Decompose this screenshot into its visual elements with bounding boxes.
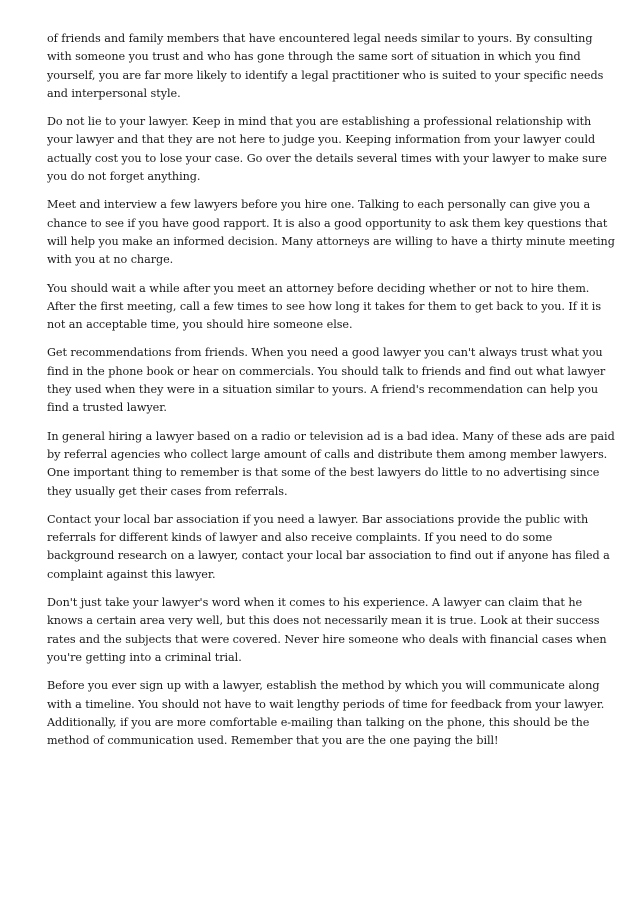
text-line: chance to see if you have good rapport. It is also a good opportunity to ask them key questions that [47,216,608,230]
text-line: Get recommendations from friends. When you need a good lawyer you can't always trust what you [47,346,603,360]
paragraph [47,428,615,501]
paragraph [47,594,607,667]
text-line: complaint against this lawyer. [47,567,216,581]
paragraph [47,280,602,335]
text-line: you're getting into a criminal trial. [47,650,242,664]
text-line: After the first meeting, call a few times to see how long it takes for them to get back to you. If it is [47,299,602,313]
text-line: they used when they were in a situation similar to yours. A friend's recommendation can help you [47,383,599,397]
text-line: by referral agencies who collect large amount of calls and distribute them among member lawyers. [47,447,608,461]
text-line: yourself, you are far more likely to identify a legal practitioner who is suited to your specific needs [47,68,604,82]
text-line: Meet and interview a few lawyers before you hire one. Talking to each personally can give you a [47,198,591,212]
text-line: method of communication used. Remember that you are the one paying the bill! [47,734,499,748]
text-line: with you at no charge. [47,253,174,267]
text-line: your lawyer and that they are not here to judge you. Keeping information from your lawyer could [47,133,596,147]
paragraph [47,344,606,417]
text-line: actually cost you to lose your case. Go over the details several times with your lawyer to make sure [47,151,607,165]
paragraph [47,511,610,584]
text-line: rates and the subjects that were covered. Never hire someone who deals with financial cases when [47,632,607,646]
text-line: you do not forget anything. [47,170,201,184]
text-line: Contact your local bar association if you need a lawyer. Bar associations provide the public with [47,512,589,526]
text-line: Before you ever sign up with a lawyer, establish the method by which you will communicate along [47,679,600,693]
paragraph [47,113,607,186]
text-line: In general hiring a lawyer based on a radio or television ad is a bad idea. Many of these ads are paid [47,429,615,443]
text-line: they usually get their cases from referrals. [47,484,288,498]
text-line: Do not lie to your lawyer. Keep in mind that you are establishing a professional relationship with [47,115,592,129]
text-line: of friends and family members that have encountered legal needs similar to yours. By consulting [47,32,593,45]
text-line: with someone you trust and who has gone through the same sort of situation in which you find [47,50,581,64]
text-line: with a timeline. You should not have to wait lengthy periods of time for feedback from your lawyer. [47,697,605,711]
text-line: find in the phone book or hear on commercials. You should talk to friends and find out what lawyer [47,364,606,378]
paragraph [47,30,604,103]
text-line: find a trusted lawyer. [47,401,167,415]
text-line: referrals for different kinds of lawyer and also receive complaints. If you need to do some [47,531,553,545]
text-line: Additionally, if you are more comfortable e-mailing than talking on the phone, this should be the [47,715,590,729]
document-body [47,30,615,760]
text-line: You should wait a while after you meet an attorney before deciding whether or not to hire them. [47,281,590,295]
text-line: not an acceptable time, you should hire someone else. [47,318,353,332]
text-line: and interpersonal style. [47,86,181,100]
paragraph [47,677,605,750]
text-line: background research on a lawyer, contact your local bar association to find out if anyone has filed a [47,549,610,563]
text-line: One important thing to remember is that some of the best lawyers do little to no advertising since [47,466,600,480]
text-line: knows a certain area very well, but this does not necessarily mean it is true. Look at their success [47,614,600,628]
text-line: Don't just take your lawyer's word when it comes to his experience. A lawyer can claim that he [47,596,583,610]
paragraph [47,196,615,269]
text-line: will help you make an informed decision. Many attorneys are willing to have a thirty minute meeting [47,234,615,248]
